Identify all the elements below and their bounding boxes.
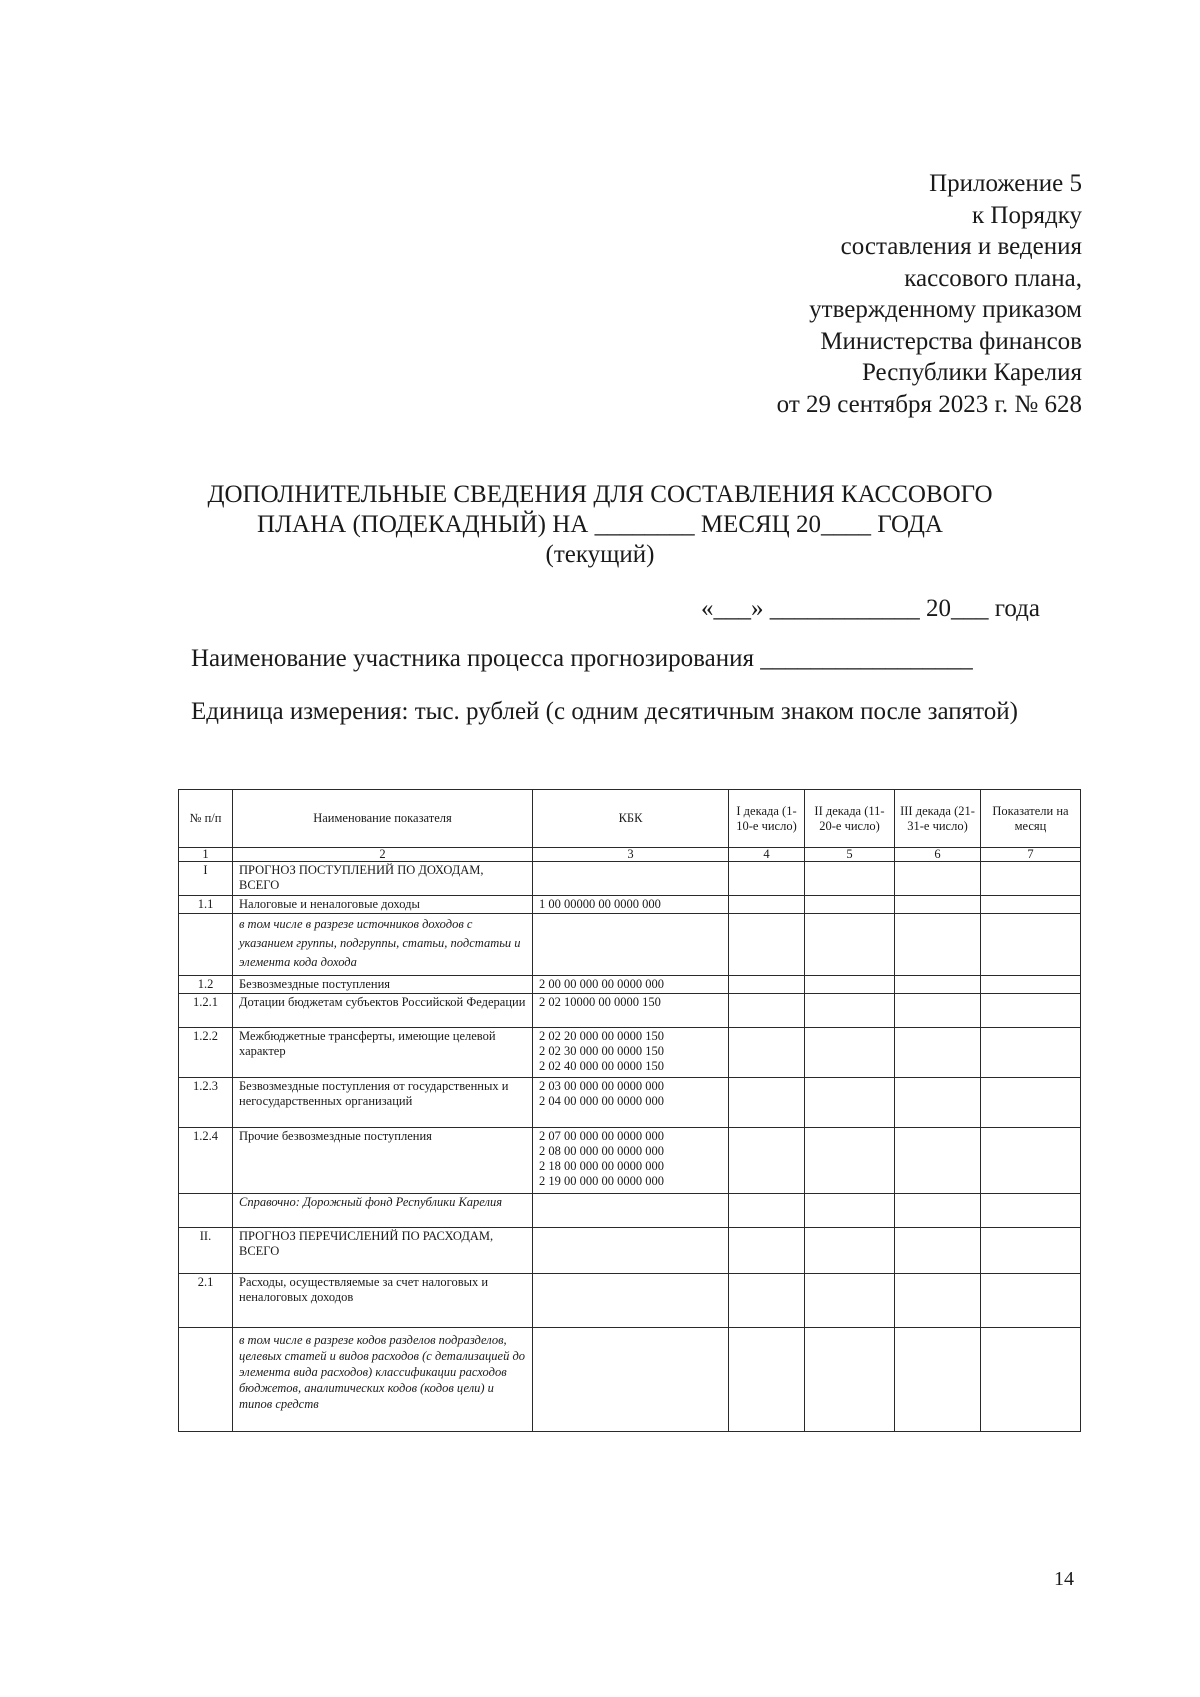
table-row [179,1028,1081,1078]
table-row [179,914,1081,976]
row-decade-1 [729,1228,805,1274]
date-line: «___» ____________ 20___ года [701,595,1040,622]
row-decade-1 [729,862,805,896]
kbk-code: 2 03 00 000 00 0000 000 [539,1079,664,1093]
row-kbk [533,994,729,1028]
row-month [981,1274,1081,1328]
row-decade-3 [895,1028,981,1078]
row-kbk [533,862,729,896]
row-num: 1.2.3 [179,1078,233,1128]
row-decade-3 [895,1328,981,1432]
header-decade-1: I декада (1-10-е число) [729,790,805,848]
row-decade-3 [895,914,981,976]
table-row [179,896,1081,914]
row-decade-3 [895,1194,981,1228]
unit-line: Единица измерения: тыс. рублей (с одним десятичным знаком после запятой) [191,698,1018,725]
row-kbk [533,1228,729,1274]
row-decade-2 [805,1228,895,1274]
title-line-3: (текущий) [545,541,655,568]
page-number: 14 [1054,1568,1074,1590]
row-name: Справочно: Дорожный фонд Республики Карелия [233,1194,533,1228]
row-name: в том числе в разрезе источников доходов с указанием группы, подгруппы, статьи, подстатьи и элемента кода дохода [233,914,533,976]
header-num: № п/п [179,790,233,848]
kbk-code: 2 02 30 000 00 0000 150 [539,1044,664,1058]
kbk-code: 2 08 00 000 00 0000 000 [539,1144,664,1158]
row-decade-3 [895,976,981,994]
row-month [981,1228,1081,1274]
row-decade-2 [805,896,895,914]
row-decade-3 [895,862,981,896]
header-name: Наименование показателя [233,790,533,848]
row-decade-2 [805,1028,895,1078]
row-num: 1.2.1 [179,994,233,1028]
row-kbk [533,896,729,914]
column-number-row [179,848,1081,862]
column-number: 5 [805,848,895,862]
table-row [179,862,1081,896]
row-decade-2 [805,914,895,976]
row-kbk [533,1028,729,1078]
row-decade-3 [895,1128,981,1194]
participant-line: Наименование участника процесса прогнозирования _________________ [191,645,973,672]
row-decade-1 [729,914,805,976]
row-num [179,914,233,976]
row-month [981,896,1081,914]
column-number: 2 [233,848,533,862]
table-row [179,1328,1081,1432]
row-name: Безвозмездные поступления [233,976,533,994]
column-number: 1 [179,848,233,862]
row-decade-1 [729,994,805,1028]
kbk-code: 2 02 40 000 00 0000 150 [539,1059,664,1073]
row-decade-2 [805,994,895,1028]
header-decade-2: II декада (11-20-е число) [805,790,895,848]
row-decade-3 [895,896,981,914]
table-row [179,1228,1081,1274]
row-decade-3 [895,994,981,1028]
row-month [981,862,1081,896]
row-decade-1 [729,1128,805,1194]
row-num: 2.1 [179,1274,233,1328]
row-decade-1 [729,1078,805,1128]
row-decade-2 [805,976,895,994]
kbk-code: 1 00 00000 00 0000 000 [539,897,661,911]
table-header-row [179,790,1081,848]
row-name: в том числе в разрезе кодов разделов подразделов, целевых статей и видов расходов (с детализацией до элемента вида расходов) классификации расходов бюджетов, аналитических кодов (кодов цели) и типов средств [233,1328,533,1432]
row-name: ПРОГНОЗ ПОСТУПЛЕНИЙ ПО ДОХОДАМ, ВСЕГО [233,862,533,896]
kbk-code: 2 18 00 000 00 0000 000 [539,1159,664,1173]
column-number: 6 [895,848,981,862]
row-month [981,1194,1081,1228]
table-row [179,1078,1081,1128]
document-title [150,480,1050,570]
row-num: 1.2 [179,976,233,994]
appendix-line: Министерства финансов [820,327,1082,355]
row-num: 1.1 [179,896,233,914]
header-decade-3: III декада (21-31-е число) [895,790,981,848]
row-month [981,1078,1081,1128]
appendix-line: к Порядку [972,201,1082,229]
row-decade-2 [805,1078,895,1128]
row-month [981,914,1081,976]
row-name: Межбюджетные трансферты, имеющие целевой характер [233,1028,533,1078]
row-decade-1 [729,1274,805,1328]
row-kbk [533,976,729,994]
row-name: Дотации бюджетам субъектов Российской Федерации [233,994,533,1028]
column-number: 3 [533,848,729,862]
table-row [179,976,1081,994]
row-name: ПРОГНОЗ ПЕРЕЧИСЛЕНИЙ ПО РАСХОДАМ, ВСЕГО [233,1228,533,1274]
kbk-code: 2 04 00 000 00 0000 000 [539,1094,664,1108]
row-name: Безвозмездные поступления от государственных и негосударственных организаций [233,1078,533,1128]
cash-plan-table [178,789,1081,1432]
row-decade-1 [729,1028,805,1078]
row-kbk [533,1274,729,1328]
header-kbk: КБК [533,790,729,848]
row-num: I [179,862,233,896]
table-row [179,1128,1081,1194]
row-decade-2 [805,1128,895,1194]
row-decade-3 [895,1274,981,1328]
row-decade-2 [805,1194,895,1228]
kbk-code: 2 00 00 000 00 0000 000 [539,977,664,991]
title-line-2: ПЛАНА (ПОДЕКАДНЫЙ) НА ________ МЕСЯЦ 20____ ГОДА [257,511,943,538]
row-num [179,1328,233,1432]
row-kbk [533,1078,729,1128]
row-num [179,1194,233,1228]
row-decade-1 [729,896,805,914]
row-decade-1 [729,976,805,994]
kbk-code: 2 02 20 000 00 0000 150 [539,1029,664,1043]
row-decade-3 [895,1078,981,1128]
title-line-1: ДОПОЛНИТЕЛЬНЫЕ СВЕДЕНИЯ ДЛЯ СОСТАВЛЕНИЯ КАССОВОГО [207,481,993,508]
appendix-line: Приложение 5 [929,170,1082,197]
row-kbk [533,1194,729,1228]
table-row [179,1274,1081,1328]
row-month [981,976,1081,994]
row-decade-2 [805,862,895,896]
appendix-line: кассового плана, [904,264,1082,292]
header-month: Показатели на месяц [981,790,1081,848]
table-row [179,994,1081,1028]
row-kbk [533,1128,729,1194]
row-decade-3 [895,1228,981,1274]
row-kbk [533,914,729,976]
column-number: 4 [729,848,805,862]
table-row [179,1194,1081,1228]
row-month [981,1328,1081,1432]
kbk-code: 2 02 10000 00 0000 150 [539,995,661,1009]
row-name: Налоговые и неналоговые доходы [233,896,533,914]
row-name: Расходы, осуществляемые за счет налоговых и неналоговых доходов [233,1274,533,1328]
row-decade-1 [729,1328,805,1432]
kbk-code: 2 19 00 000 00 0000 000 [539,1174,664,1188]
appendix-line: утвержденному приказом [809,296,1082,323]
kbk-code: 2 07 00 000 00 0000 000 [539,1129,664,1143]
row-month [981,994,1081,1028]
appendix-line: Республики Карелия [861,359,1082,386]
appendix-header [662,168,1082,420]
row-decade-2 [805,1274,895,1328]
row-num: II. [179,1228,233,1274]
row-month [981,1128,1081,1194]
column-number: 7 [981,848,1081,862]
appendix-line: от 29 сентября 2023 г. № 628 [776,390,1082,418]
row-kbk [533,1328,729,1432]
row-num: 1.2.2 [179,1028,233,1078]
row-name: Прочие безвозмездные поступления [233,1128,533,1194]
appendix-line: составления и ведения [840,233,1082,260]
row-month [981,1028,1081,1078]
row-decade-2 [805,1328,895,1432]
row-decade-1 [729,1194,805,1228]
row-num: 1.2.4 [179,1128,233,1194]
